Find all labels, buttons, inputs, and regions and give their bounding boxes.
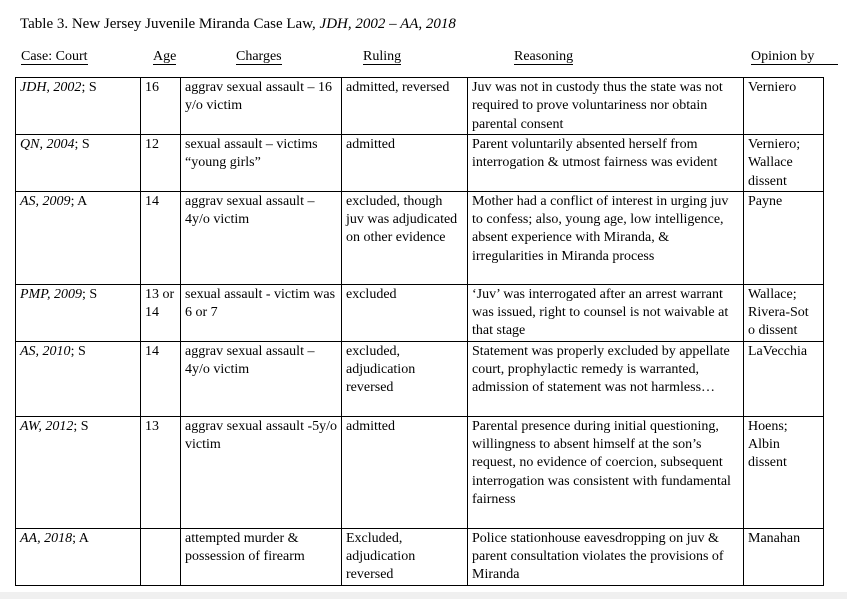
reasoning-cell: Parental presence during initial questioning, willingness to absent himself at the son’s request, no evidence of coercion, subsequent interrogation was consistent with fundamental fairness xyxy=(468,416,744,528)
case-court-cell xyxy=(16,284,141,341)
court-code: ; S xyxy=(81,80,97,95)
case-name: AW, 2012 xyxy=(20,418,74,434)
case-law-table xyxy=(15,77,824,586)
case-court-cell xyxy=(16,341,141,416)
reasoning-cell: Juv was not in custody thus the state was not required to prove voluntariness nor obtain parental consent xyxy=(468,78,744,135)
court-code: ; S xyxy=(70,343,86,359)
charges-cell: sexual assault - victim was 6 or 7 xyxy=(181,284,342,341)
age-cell: 14 xyxy=(141,191,181,284)
ruling-cell: excluded, though juv was adjudicated on other evidence xyxy=(342,191,468,284)
ruling-cell: excluded xyxy=(342,284,468,341)
bottom-edge xyxy=(0,592,847,599)
opinion-cell: Verniero; Wallace dissent xyxy=(744,135,824,192)
age-cell: 12 xyxy=(141,135,181,192)
ruling-cell: Excluded, adjudication reversed xyxy=(342,528,468,585)
opinion-cell: LaVecchia xyxy=(744,341,824,416)
case-court-cell xyxy=(16,191,141,284)
reasoning-cell: Parent voluntarily absented herself from interrogation & utmost fairness was evident xyxy=(468,135,744,192)
age-cell: 14 xyxy=(141,341,181,416)
reasoning-cell: Mother had a conflict of interest in urging juv to confess; also, young age, low intelligence, absent experience with Miranda, & irregularities in Miranda process xyxy=(468,191,744,284)
opinion-cell: Hoens; Albin dissent xyxy=(744,416,824,528)
charges-cell: attempted murder & possession of firearm xyxy=(181,528,342,585)
case-court-cell xyxy=(16,416,141,528)
reasoning-cell: ‘Juv’ was interrogated after an arrest warrant was issued, right to counsel is not waivable at that stage xyxy=(468,284,744,341)
case-name: QN, 2004 xyxy=(20,137,75,152)
age-cell xyxy=(141,528,181,585)
age-cell: 16 xyxy=(141,78,181,135)
court-code: ; S xyxy=(73,418,89,434)
ruling-cell: excluded, adjudication reversed xyxy=(342,341,468,416)
header-ruling: Ruling xyxy=(363,49,402,64)
court-code: ; S xyxy=(81,286,98,302)
header-case-court: Case: Court xyxy=(21,49,88,64)
charges-cell: aggrav sexual assault – 16 y/o victim xyxy=(181,78,342,135)
table-row xyxy=(16,191,824,284)
table-title-prefix: Table 3. New Jersey Juvenile Miranda Case Law, xyxy=(20,16,320,32)
table-row xyxy=(16,284,824,341)
charges-cell: aggrav sexual assault -5y/o victim xyxy=(181,416,342,528)
table-title xyxy=(20,16,456,33)
ruling-cell: admitted, reversed xyxy=(342,78,468,135)
charges-cell: aggrav sexual assault – 4y/o victim xyxy=(181,341,342,416)
charges-cell: sexual assault – victims “young girls” xyxy=(181,135,342,192)
table-row xyxy=(16,528,824,585)
opinion-cell: Payne xyxy=(744,191,824,284)
header-opinion-by: Opinion by xyxy=(751,48,838,65)
ruling-cell: admitted xyxy=(342,416,468,528)
reasoning-cell: Police stationhouse eavesdropping on juv & parent consultation violates the provisions of Miranda xyxy=(468,528,744,585)
opinion-cell: Verniero xyxy=(744,78,824,135)
case-name: JDH, 2002 xyxy=(20,80,82,95)
reasoning-cell: Statement was properly excluded by appellate court, prophylactic remedy is warranted, admission of statement was not harmless… xyxy=(468,341,744,416)
case-name: AA, 2018 xyxy=(20,530,73,546)
case-court-cell xyxy=(16,78,141,135)
opinion-cell: Manahan xyxy=(744,528,824,585)
table-body xyxy=(16,78,824,586)
table-row xyxy=(16,135,824,192)
table-row xyxy=(16,341,824,416)
header-reasoning: Reasoning xyxy=(514,49,574,64)
age-cell: 13 or 14 xyxy=(141,284,181,341)
case-court-cell xyxy=(16,135,141,192)
table-row xyxy=(16,78,824,135)
court-code: ; A xyxy=(72,530,89,546)
age-cell: 13 xyxy=(141,416,181,528)
header-age: Age xyxy=(153,49,177,64)
case-court-cell xyxy=(16,528,141,585)
case-name: AS, 2010 xyxy=(20,343,71,359)
ruling-cell: admitted xyxy=(342,135,468,192)
header-charges: Charges xyxy=(236,49,282,64)
court-code: ; A xyxy=(70,193,88,209)
charges-cell: aggrav sexual assault – 4y/o victim xyxy=(181,191,342,284)
case-name: PMP, 2009 xyxy=(20,286,82,302)
table-title-range: JDH, 2002 – AA, 2018 xyxy=(319,16,456,32)
table-row xyxy=(16,416,824,528)
opinion-cell: Wallace; Rivera-Sot o dissent xyxy=(744,284,824,341)
case-name: AS, 2009 xyxy=(20,193,71,209)
court-code: ; S xyxy=(74,137,90,152)
